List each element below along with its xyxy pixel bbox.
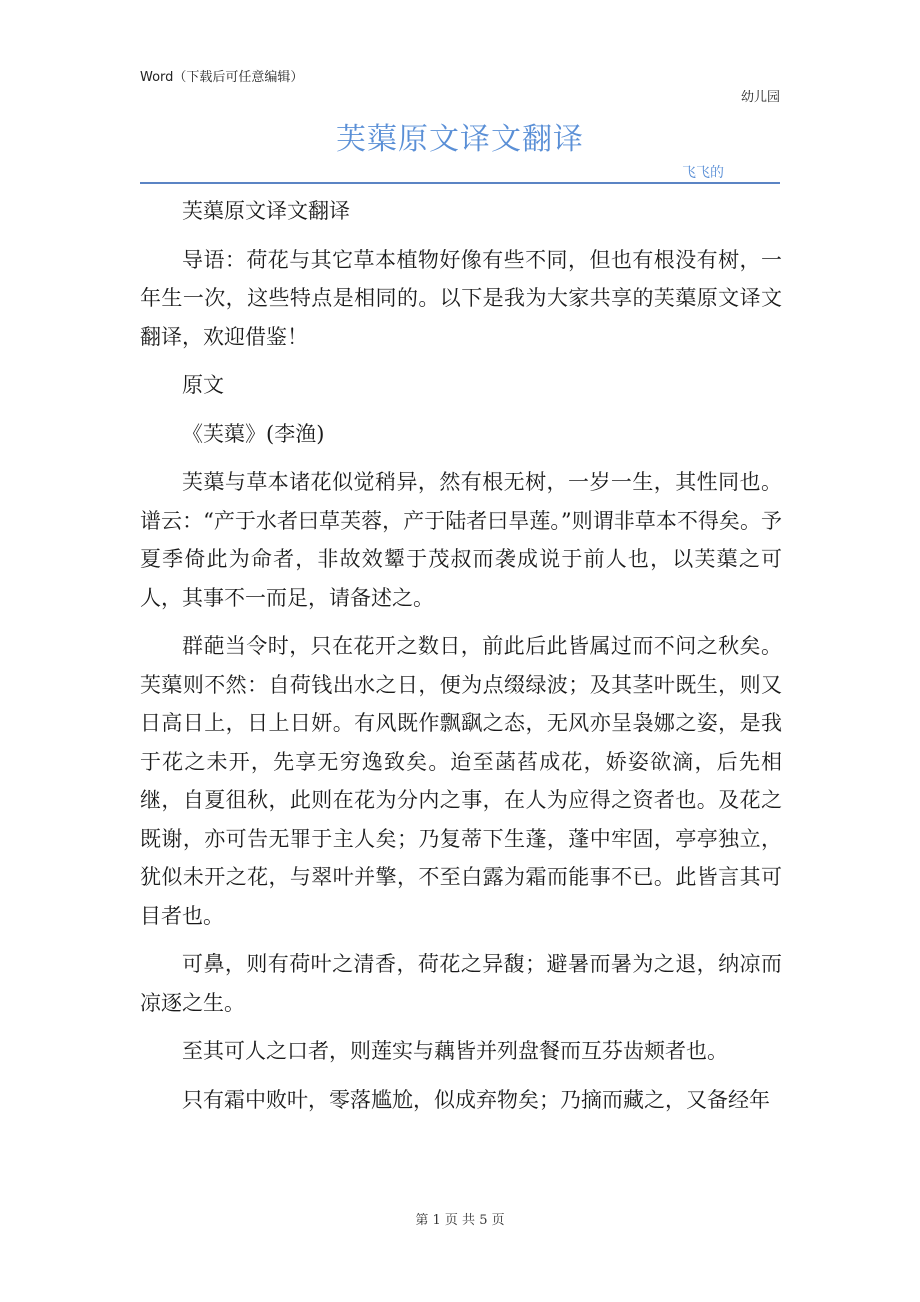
document-title: 芙蕖原文译文翻译 [336, 122, 584, 157]
paragraph-section-label: 原文 [182, 373, 224, 397]
page-number: 第 1 页 共 5 页 [415, 1213, 505, 1228]
category-label: 幼儿园 [740, 90, 780, 105]
document-body [140, 192, 782, 1119]
paragraph: 至其可人之口者，则莲实与藕皆并列盘餐而互芬齿颊者也。 [182, 1039, 728, 1063]
paragraph: 只有霜中败叶，零落尴尬，似成弃物矣；乃摘而藏之，又备经年 [182, 1087, 770, 1112]
paragraph-work-title: 《芙蕖》(李渔) [182, 421, 325, 446]
paragraph: 群葩当令时，只在花开之数日，前此后此皆属过而不问之秋矣。芙蕖则不然：自荷钱出水之日，便为点缀绿波；及其茎叶既生，则又日高日上，日上日妍。有风既作飘飖之态，无风亦呈袅娜之姿，是我于花之未开，先享无穷逸致矣。迨至菡萏成花，娇姿欲滴，后先相继，自夏徂秋，此则在花为分内之事，在人为应得之资者也。及花之既谢，亦可告无罪于主人矣；乃复蒂下生蓬，蓬中牢固，亭亭独立，犹似未开之花，与翠叶并擎，不至白露为霜而能事不已。此皆言其可目者也。 [140, 634, 782, 928]
paragraph-intro: 导语：荷花与其它草本植物好像有些不同，但也有根没有树，一年生一次，这些特点是相同的。以下是我为大家共享的芙蕖原文译文翻译，欢迎借鉴！ [140, 247, 782, 349]
paragraph-heading: 芙蕖原文译文翻译 [182, 199, 350, 223]
document-header-note: Word（下载后可任意编辑） [140, 70, 304, 85]
paragraph: 可鼻，则有荷叶之清香，荷花之异馥；避暑而暑为之退，纳凉而凉逐之生。 [140, 952, 782, 1015]
header-divider [140, 182, 780, 184]
paragraph: 芙蕖与草本诸花似觉稍异，然有根无树，一岁一生，其性同也。谱云：“产于水者曰草芙蓉，产于陆者曰旱莲。”则谓非草本不得矣。予夏季倚此为命者，非故效颦于茂叔而袭成说于前人也，以芙蕖之可人，其事不一而足，请备述之。 [140, 470, 782, 610]
author-name: 飞飞的 [682, 165, 724, 181]
